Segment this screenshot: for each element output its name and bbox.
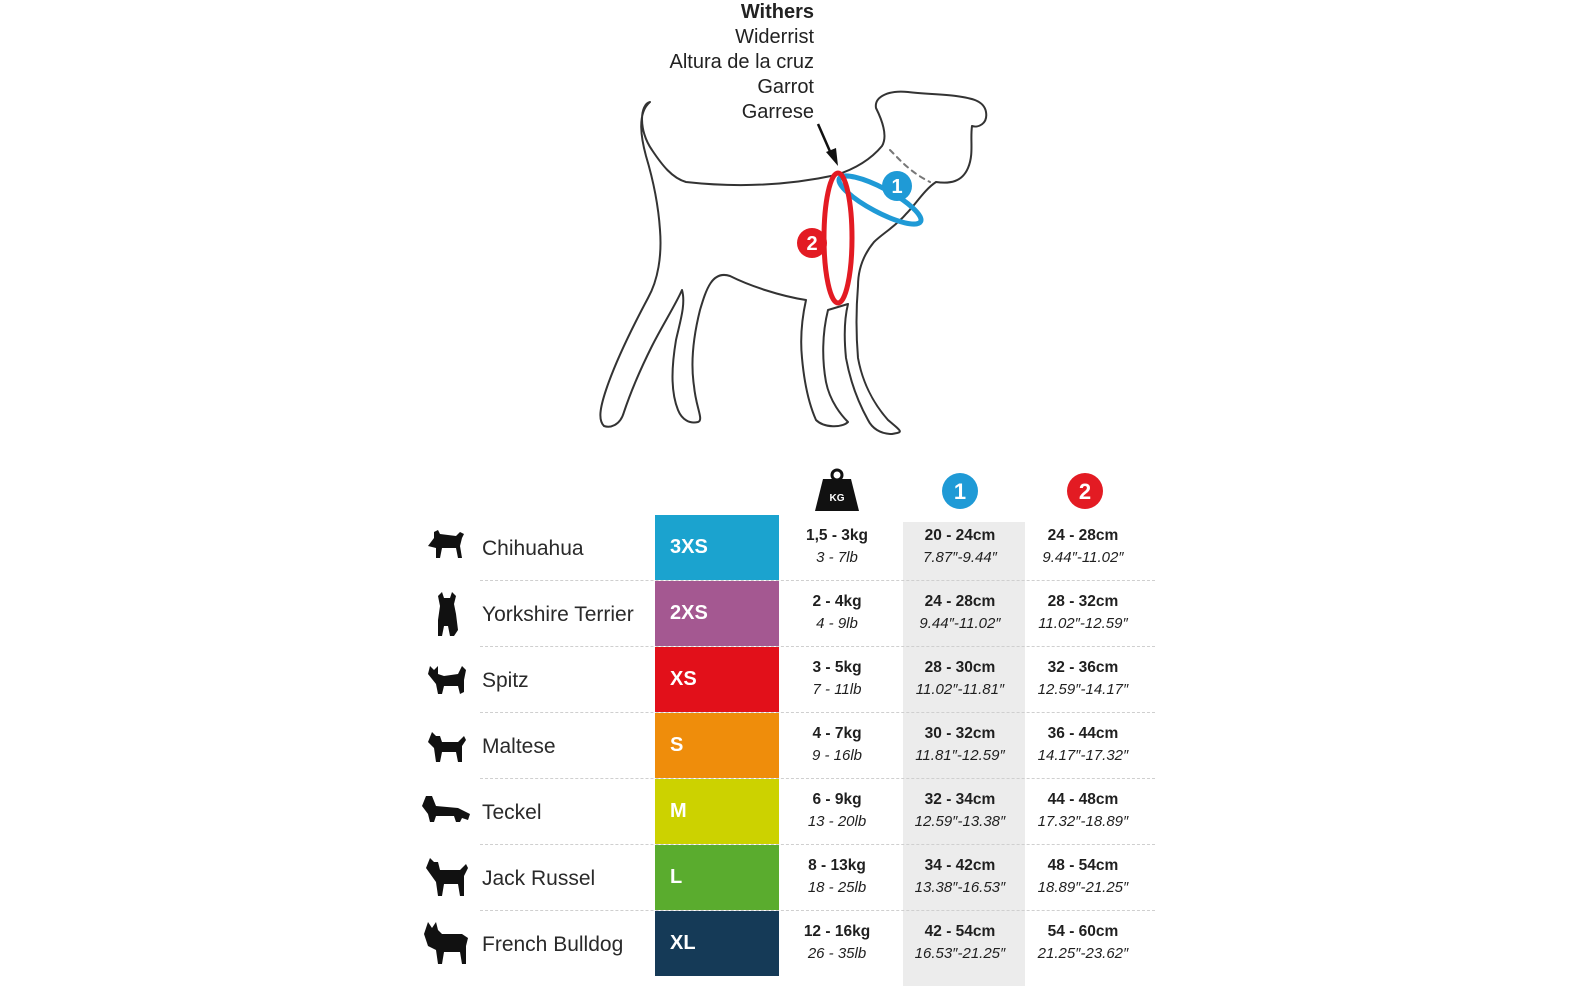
spitz-icon xyxy=(420,655,474,705)
measurement-1-in: 16.53″-21.25″ xyxy=(914,945,1006,962)
measurement-2-in: 21.25″-23.62″ xyxy=(1037,945,1129,962)
maltese-icon xyxy=(420,721,474,771)
weight-cell xyxy=(775,789,899,833)
measurement-1-in: 9.44″-11.02″ xyxy=(919,615,1001,632)
marker-2-icon xyxy=(1065,471,1105,511)
measurement-1-in: 11.81″-12.59″ xyxy=(915,747,1005,764)
weight-lb: 3 - 7lb xyxy=(816,549,858,566)
measurement-2-in: 17.32″-18.89″ xyxy=(1037,813,1129,830)
withers-arrow xyxy=(818,124,838,166)
measurement-1-cell xyxy=(898,855,1022,899)
french-bulldog-icon xyxy=(420,919,474,969)
size-badge: XL xyxy=(655,911,779,976)
svg-text:KG: KG xyxy=(829,493,845,504)
measurement-1-column-header xyxy=(898,466,1022,516)
weight-cell xyxy=(775,723,899,767)
measurement-2-cell xyxy=(1021,525,1145,569)
weight-lb: 18 - 25lb xyxy=(807,879,867,896)
weight-kg: 12 - 16kg xyxy=(803,923,871,940)
measurement-1-cell xyxy=(898,591,1022,635)
marker-1-icon xyxy=(940,471,980,511)
measurement-2-cm: 54 - 60cm xyxy=(1047,923,1119,940)
measurement-1-cell xyxy=(898,921,1022,965)
withers-translation: Altura de la cruz xyxy=(669,51,814,73)
measurement-2-in: 12.59″-14.17″ xyxy=(1037,681,1129,698)
weight-kg: 2 - 4kg xyxy=(812,593,862,610)
measurement-2-cell xyxy=(1021,855,1145,899)
breed-name: Yorkshire Terrier xyxy=(482,603,634,626)
measurement-2-cm: 24 - 28cm xyxy=(1047,527,1119,544)
measurement-2-column-header xyxy=(1023,466,1147,516)
measurement-2-cell xyxy=(1021,591,1145,635)
measurement-2-cell xyxy=(1021,921,1145,965)
dog-measurement-diagram xyxy=(590,90,1010,440)
measurement-2-cell xyxy=(1021,657,1145,701)
weight-kg: 4 - 7kg xyxy=(812,725,862,742)
table-row xyxy=(420,647,1155,713)
weight-kg: 6 - 9kg xyxy=(812,791,862,808)
weight-kg: 3 - 5kg xyxy=(812,659,862,676)
measurement-1-cell xyxy=(898,525,1022,569)
table-row xyxy=(420,515,1155,581)
yorkshire-terrier-icon xyxy=(420,589,474,639)
measurement-2-in: 14.17″-17.32″ xyxy=(1037,747,1129,764)
weight-kg: 8 - 13kg xyxy=(808,857,866,874)
measurement-1-cell xyxy=(898,657,1022,701)
size-badge: M xyxy=(655,779,779,844)
table-row xyxy=(420,779,1155,845)
weight-lb: 7 - 11lb xyxy=(812,681,862,698)
withers-title: Withers xyxy=(740,1,814,23)
weight-cell xyxy=(775,855,899,899)
table-row xyxy=(420,581,1155,647)
table-row xyxy=(420,911,1155,977)
marker-1-icon xyxy=(882,171,912,201)
svg-text:1: 1 xyxy=(891,176,903,198)
measurement-1-in: 11.02″-11.81″ xyxy=(915,681,1005,698)
withers-translation: Widerrist xyxy=(735,26,814,48)
weight-column-header xyxy=(775,466,899,516)
measurement-1-cm: 24 - 28cm xyxy=(924,593,996,610)
measurement-1-cell xyxy=(898,789,1022,833)
breed-name: Chihuahua xyxy=(482,537,584,560)
breed-name: French Bulldog xyxy=(482,933,624,956)
measurement-1-cm: 28 - 30cm xyxy=(924,659,996,676)
measurement-1-cell xyxy=(898,723,1022,767)
measurement-1-cm: 30 - 32cm xyxy=(924,725,996,742)
breed-name: Spitz xyxy=(482,669,529,692)
jack-russel-icon xyxy=(420,853,474,903)
weight-cell xyxy=(775,525,899,569)
size-badge: 2XS xyxy=(655,581,779,646)
measurement-2-in: 11.02″-12.59″ xyxy=(1038,615,1128,632)
measurement-2-cell xyxy=(1021,789,1145,833)
weight-cell xyxy=(775,921,899,965)
weight-cell xyxy=(775,591,899,635)
marker-2-icon xyxy=(797,228,827,258)
breed-name: Teckel xyxy=(482,801,542,824)
measurement-1-in: 7.87″-9.44″ xyxy=(922,549,997,566)
withers-translation: Garrese xyxy=(741,101,814,123)
breed-name: Maltese xyxy=(482,735,556,758)
table-row xyxy=(420,845,1155,911)
teckel-icon xyxy=(420,787,474,837)
measurement-1-cm: 34 - 42cm xyxy=(924,857,996,874)
chihuahua-icon xyxy=(420,523,474,573)
table-row xyxy=(420,713,1155,779)
measurement-1-in: 12.59″-13.38″ xyxy=(914,813,1006,830)
measurement-2-cm: 28 - 32cm xyxy=(1047,593,1119,610)
measurement-2-in: 9.44″-11.02″ xyxy=(1042,549,1124,566)
weight-lb: 4 - 9lb xyxy=(816,615,858,632)
weight-lb: 9 - 16lb xyxy=(811,747,863,764)
measurement-2-cm: 36 - 44cm xyxy=(1047,725,1119,742)
measurement-2-cm: 48 - 54cm xyxy=(1047,857,1119,874)
measurement-2-ellipse xyxy=(824,173,852,303)
measurement-1-in: 13.38″-16.53″ xyxy=(914,879,1006,896)
svg-text:2: 2 xyxy=(806,233,818,255)
size-badge: XS xyxy=(655,647,779,712)
measurement-2-in: 18.89″-21.25″ xyxy=(1037,879,1129,896)
measurement-2-cm: 32 - 36cm xyxy=(1047,659,1119,676)
measurement-1-cm: 42 - 54cm xyxy=(924,923,996,940)
weight-lb: 13 - 20lb xyxy=(807,813,867,830)
size-badge: L xyxy=(655,845,779,910)
measurement-1-cm: 20 - 24cm xyxy=(924,527,996,544)
svg-text:1: 1 xyxy=(953,479,967,504)
breed-name: Jack Russel xyxy=(482,867,596,890)
weight-cell xyxy=(775,657,899,701)
measurement-1-cm: 32 - 34cm xyxy=(924,791,996,808)
measurement-2-cm: 44 - 48cm xyxy=(1047,791,1119,808)
svg-text:2: 2 xyxy=(1078,479,1092,504)
weight-lb: 26 - 35lb xyxy=(807,945,867,962)
weight-kg-icon xyxy=(811,467,863,515)
measurement-2-cell xyxy=(1021,723,1145,767)
withers-translation: Garrot xyxy=(757,76,814,98)
dog-outline xyxy=(600,92,986,434)
size-badge: 3XS xyxy=(655,515,779,580)
weight-kg: 1,5 - 3kg xyxy=(805,527,869,544)
size-badge: S xyxy=(655,713,779,778)
